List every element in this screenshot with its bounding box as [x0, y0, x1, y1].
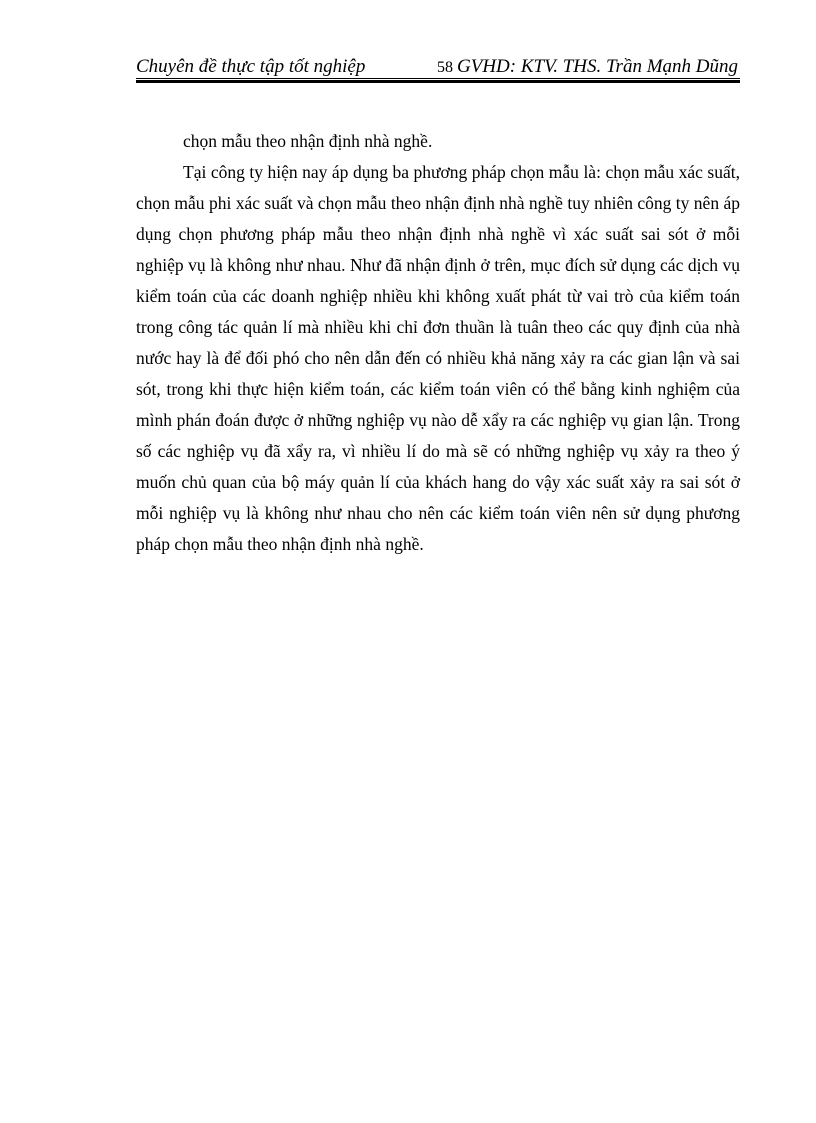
supervisor-label: GVHD: KTV. THS. Trần Mạnh Dũng	[457, 56, 738, 77]
header-right	[437, 56, 738, 79]
header-rule-thick	[136, 80, 740, 83]
header-rule-thin	[136, 78, 740, 79]
body-text	[136, 126, 740, 560]
paragraph-1: chọn mẫu theo nhận định nhà nghề.	[183, 131, 433, 151]
document-title: Chuyên đề thực tập tốt nghiệp	[136, 56, 366, 77]
page-number: 58	[437, 59, 453, 76]
paragraph-2: Tại công ty hiện nay áp dụng ba phương pháp chọn mẫu là: chọn mẫu xác suất, chọn mẫu phi xác suất và chọn mẫu theo nhận định nhà nghề tuy nhiên công ty nên áp dụng chọn phương pháp mẫu theo nhận định nhà nghề vì xác suất sai sót ở mỗi nghiệp vụ là không như nhau. Như đã nhận định ở trên, mục đích sử dụng các dịch vụ kiểm toán của các doanh nghiệp nhiều khi không xuất phát từ vai trò của kiểm toán trong công tác quản lí mà nhiều khi chỉ đơn thuần là tuân theo các quy định của nhà nước hay là để đối phó cho nên dẫn đến có nhiều khả năng xảy ra các gian lận và sai sót, trong khi thực hiện kiểm toán, các kiểm toán viên có thể bằng kinh nghiệm của mình phán đoán được ở những nghiệp vụ nào dễ xẩy ra các nghiệp vụ gian lận. Trong số các nghiệp vụ đã xẩy ra, vì nhiều lí do mà sẽ có những nghiệp vụ xảy ra theo ý muốn chủ quan của bộ máy quản lí của khách hang do vậy xác suất xảy ra sai sót ở mỗi nghiệp vụ là không như nhau cho nên các kiểm toán viên nên sử dụng phương pháp chọn mẫu theo nhận định nhà nghề.	[136, 162, 740, 554]
